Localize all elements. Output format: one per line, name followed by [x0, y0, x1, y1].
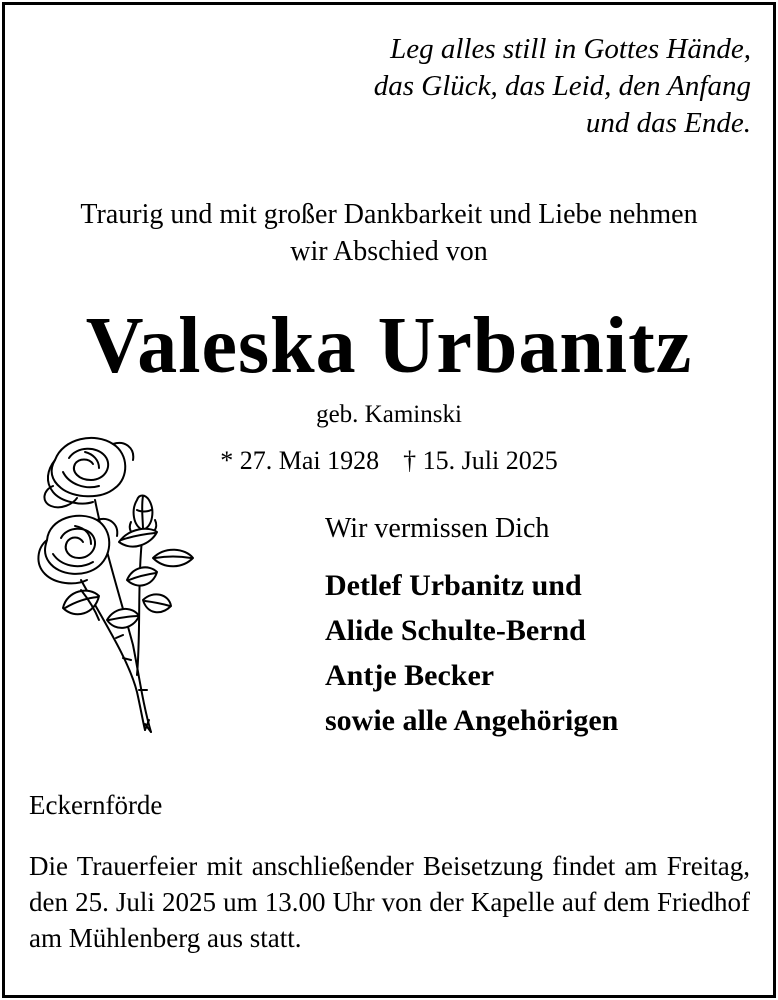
death-date: † 15. Juli 2025	[403, 446, 558, 475]
place-name: Eckernförde	[29, 790, 163, 820]
funeral-service-text: Die Trauerfeier mit anschließender Beisetzung findet am Freitag, den 25. Juli 2025 um 13.00 Uhr von der Kapelle auf dem Friedhof am Mühlenberg aus statt.	[29, 851, 750, 953]
obituary-notice	[2, 2, 776, 998]
poem-line: das Glück, das Leid, den Anfang	[373, 70, 751, 102]
mourner-name: Alide Schulte-Bernd	[325, 614, 586, 647]
deceased-name: Valeska Urbanitz	[85, 302, 693, 390]
mourner-name: sowie alle Angehörigen	[325, 704, 619, 737]
poem-verse	[374, 31, 751, 142]
mourner-name: Detlef Urbanitz und	[325, 569, 582, 602]
mourners-list	[325, 563, 618, 743]
mourner-name: Antje Becker	[325, 659, 495, 692]
intro-line: wir Abschied von	[290, 236, 488, 267]
poem-line: Leg alles still in Gottes Hände,	[390, 33, 751, 65]
birth-date: * 27. Mai 1928	[220, 446, 380, 475]
maiden-name: geb. Kaminski	[316, 401, 462, 428]
intro-text	[5, 196, 773, 270]
rose-icon	[33, 430, 198, 740]
intro-line: Traurig und mit großer Dankbarkeit und Liebe nehmen	[80, 199, 698, 230]
poem-line: und das Ende.	[585, 107, 751, 139]
closing-phrase: Wir vermissen Dich	[325, 513, 550, 544]
